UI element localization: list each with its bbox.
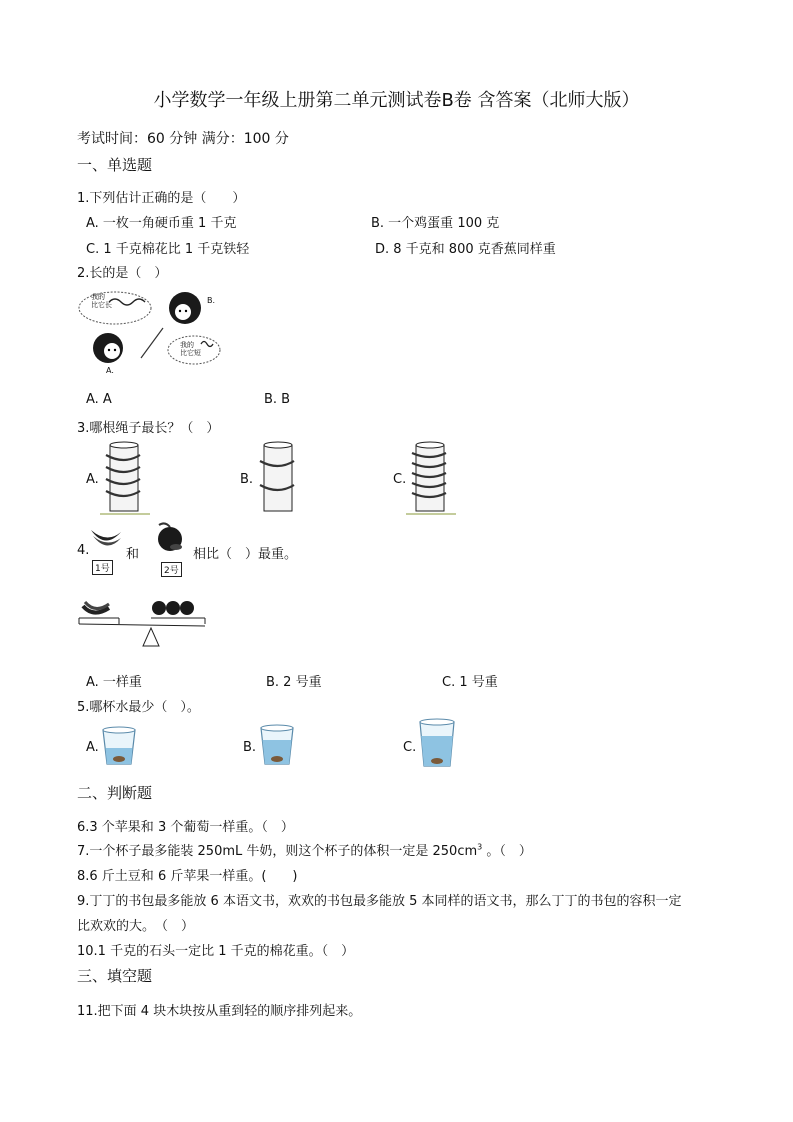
question-5-label-c: C. [403, 740, 417, 755]
question-8: 8.6 斤土豆和 6 斤苹果一样重。( ) [77, 869, 298, 884]
question-3-label-a: A. [86, 472, 99, 487]
peach-icon [155, 521, 185, 553]
section-heading-true-false: 二、判断题 [77, 784, 153, 802]
question-7-superscript: 3 [477, 842, 483, 852]
section-heading-fill-in: 三、填空题 [77, 967, 153, 985]
question-11: 11.把下面 4 块木块按从重到轻的顺序排列起来。 [77, 1004, 362, 1019]
question-1-option-a: A. 一枚一角硬币重 1 千克 [86, 216, 237, 231]
question-3-pole-a [100, 441, 152, 517]
cup-c [417, 716, 457, 770]
question-2-option-b: B. B [264, 392, 291, 407]
question-2-label-b: B. [207, 296, 216, 305]
question-3-label-c: C. [393, 472, 407, 487]
question-1-option-b: B. 一个鸡蛋重 100 克 [371, 216, 500, 231]
question-9-line-1: 9.丁丁的书包最多能放 6 本语文书，欢欢的书包最多能放 5 本同样的语文书，那么丁丁的书包的容积一定 [77, 894, 682, 909]
question-1-option-c: C. 1 千克棉花比 1 千克铁轻 [86, 242, 250, 257]
question-4-tail: 相比（ ）最重。 [193, 547, 298, 562]
question-4-number: 4. [77, 543, 90, 558]
question-1-stem: 1.下列估计正确的是（ ） [77, 191, 246, 206]
exam-info: 考试时间：60 分钟 满分：100 分 [77, 131, 289, 147]
question-10: 10.1 千克的石头一定比 1 千克的棉花重。（ ） [77, 944, 355, 959]
question-4-and: 和 [126, 547, 140, 562]
question-4-option-a: A. 一样重 [86, 675, 142, 690]
question-3-pole-c [406, 441, 458, 517]
question-7-text: 7.一个杯子最多能装 250mL 牛奶，则这个杯子的体积一定是 250cm [77, 844, 478, 859]
question-5-label-b: B. [243, 740, 257, 755]
question-5-stem: 5.哪杯水最少（ ）。 [77, 700, 200, 715]
section-heading-single-choice: 一、单选题 [77, 156, 153, 174]
question-7-tail: 。（ ） [482, 844, 532, 859]
question-5-label-a: A. [86, 740, 99, 755]
cup-a [100, 724, 138, 768]
banana-icon [89, 524, 123, 552]
page-title: 小学数学一年级上册第二单元测试卷B卷 含答案（北师大版） [153, 90, 640, 111]
question-6: 6.3 个苹果和 3 个葡萄一样重。（ ） [77, 820, 294, 835]
question-2-option-a: A. A [86, 392, 112, 407]
tag-1: 1号 [92, 560, 113, 575]
question-4-option-c: C. 1 号重 [442, 675, 498, 690]
question-3-pole-b [254, 441, 306, 517]
question-2-label-a: A. [106, 366, 114, 375]
question-1-option-d: D. 8 千克和 800 克香蕉同样重 [375, 242, 556, 257]
tag-2: 2号 [161, 562, 182, 577]
question-4-option-b: B. 2 号重 [266, 675, 322, 690]
question-7 [77, 840, 532, 859]
question-2-bubble-right-text: 我的 比它短 [180, 341, 201, 357]
question-2-stem: 2.长的是（ ） [77, 266, 168, 281]
question-4-balance-scale [79, 596, 209, 654]
question-3-stem: 3.哪根绳子最长？（ ） [77, 421, 220, 436]
question-3-label-b: B. [240, 472, 254, 487]
question-9-line-2: 比欢欢的大。 （ ） [77, 919, 195, 934]
question-2-bubble-left-text: 我的 比它长 [91, 293, 112, 309]
cup-b [258, 722, 296, 768]
